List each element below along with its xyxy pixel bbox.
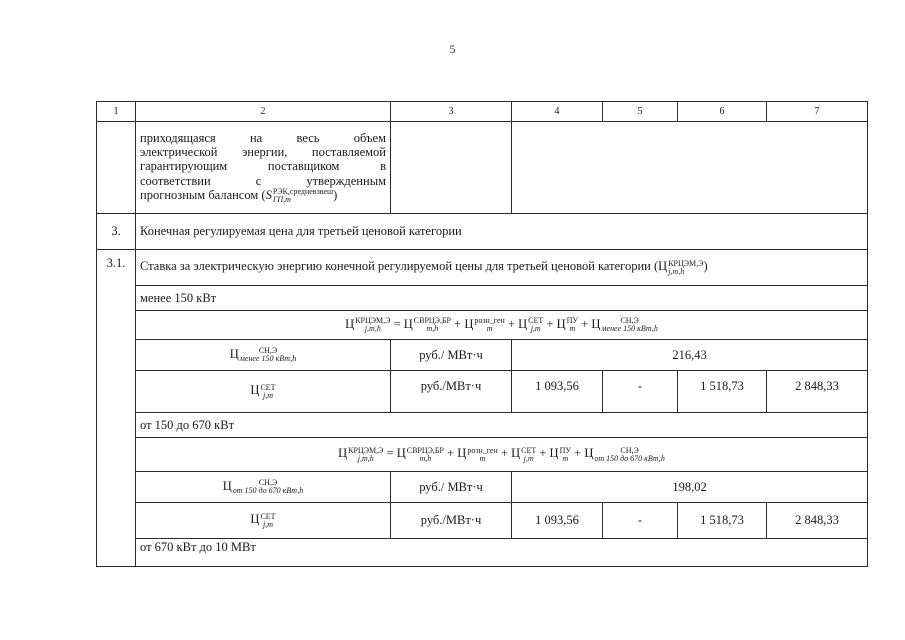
sn-sub: менее 150 кВт,h (239, 354, 297, 364)
group1-label: менее 150 кВт (136, 286, 868, 311)
continued-last-suffix: ) (333, 188, 338, 203)
group2-set-v4: 1 093,56 (512, 503, 603, 539)
set-sup: СЕТ (260, 511, 276, 521)
group2-sn-value: 198,02 (512, 472, 868, 503)
group1-sn-unit: руб./ МВт·ч (391, 340, 512, 371)
formula-lhs-indices (355, 317, 390, 333)
formula-plus: + (539, 446, 547, 461)
header-col-5: 5 (603, 102, 678, 122)
header-col-7: 7 (767, 102, 868, 122)
page-number: 5 (449, 42, 456, 56)
group1-set-v6: 1 518,73 (678, 371, 767, 413)
formula-term4: Ц (556, 316, 566, 331)
continued-line: электрической энергии, поставляемой (140, 145, 386, 160)
set-indices (260, 513, 275, 529)
formula-term3-sup: СЕТ (521, 445, 537, 455)
group1-sn-symbol (136, 340, 391, 371)
section31-title-indices (668, 260, 703, 276)
group2-set-row (97, 503, 868, 539)
group1-set-row (97, 371, 868, 413)
set-symbol: Ц (250, 512, 260, 527)
formula-term5-sup: СН,Э (620, 316, 639, 326)
formula-term2-sup: розн_ген (474, 316, 505, 326)
formula-plus: + (447, 446, 455, 461)
formula-plus: + (574, 446, 582, 461)
formula-term2-sup: розн_ген (467, 445, 498, 455)
group1-set-v4: 1 093,56 (512, 371, 603, 413)
formula-term2-indices (467, 447, 497, 463)
formula-term3-sub: j,m (523, 453, 534, 463)
section31-title-prefix: Ставка за электрическую энергию конечной регулируемой цены для третьей ценовой категории ( (140, 259, 659, 274)
formula-plus: + (546, 316, 554, 331)
group2-formula-row (97, 438, 868, 472)
continued-col3-cell (391, 122, 512, 214)
group2-label: от 150 до 670 кВт (136, 413, 868, 438)
continued-line: соответствии с утвержденным (140, 173, 386, 188)
section31-title (136, 250, 868, 286)
formula-term2: Ц (457, 446, 467, 461)
group2-set-v6: 1 518,73 (678, 503, 767, 539)
formula-term5-sub: от 150 до 670 кВт,h (594, 453, 665, 463)
continued-line: приходящаяся на весь объем (140, 130, 386, 145)
set-sub: j,m (263, 519, 273, 529)
formula-term3: Ц (511, 446, 521, 461)
section31-title-sup: КРЦЭМ,Э (668, 258, 704, 268)
formula-term1-sup: СВРЦЭ,БР (413, 316, 452, 326)
formula-term2-sub: m (486, 324, 493, 334)
group1-sn-value: 216,43 (512, 340, 868, 371)
group2-set-v7: 2 848,33 (767, 503, 868, 539)
formula-lhs-sub: j,m,h (357, 453, 374, 463)
set-sup: СЕТ (260, 382, 276, 392)
group2-set-unit: руб./МВт·ч (391, 503, 512, 539)
sn-symbol: Ц (229, 346, 239, 361)
formula-lhs: Ц (338, 446, 348, 461)
formula-term3-indices (521, 447, 536, 463)
group1-label-row (97, 286, 868, 311)
formula-term4-indices (560, 447, 571, 463)
formula-term4-sup: ПУ (566, 316, 579, 326)
group1-set-v5: - (603, 371, 678, 413)
group2-formula (136, 438, 868, 472)
group1-set-v7: 2 848,33 (767, 371, 868, 413)
section3-row (97, 214, 868, 250)
header-col-1: 1 (97, 102, 136, 122)
formula-term4-sub: m (562, 453, 569, 463)
continued-last-prefix: прогнозным балансом ( (140, 188, 266, 203)
header-row (97, 102, 868, 122)
section31-title-sub: j,m,h (668, 266, 685, 276)
group2-sn-unit: руб./ МВт·ч (391, 472, 512, 503)
group1-set-unit: руб./МВт·ч (391, 371, 512, 413)
balance-symbol-indices (273, 188, 333, 204)
section31-title-symbol: Ц (658, 259, 668, 274)
formula-term5-indices (601, 317, 657, 333)
header-col-4: 4 (512, 102, 603, 122)
formula-term5: Ц (591, 316, 601, 331)
balance-symbol: S (265, 188, 272, 203)
group2-set-v5: - (603, 503, 678, 539)
sn-sup: СН,Э (258, 478, 278, 488)
formula-lhs-sup: КРЦЭМ,Э (348, 445, 384, 455)
group2-sn-row (97, 472, 868, 503)
formula-term3: Ц (518, 316, 528, 331)
formula-term5-sup: СН,Э (620, 445, 639, 455)
formula-lhs-indices (348, 447, 383, 463)
formula-term2: Ц (464, 316, 474, 331)
group1-formula (136, 311, 868, 340)
continued-line: гарантирующим поставщиком в (140, 159, 386, 174)
sn-indices (240, 347, 296, 363)
group3-label-row (97, 539, 868, 567)
continued-last-line (140, 188, 386, 204)
sn-indices (233, 479, 304, 495)
formula-term3-indices (528, 317, 543, 333)
formula-term1-sub: m,h (426, 324, 439, 334)
formula-term4-sup: ПУ (559, 445, 572, 455)
group1-sn-row (97, 340, 868, 371)
formula-term5: Ц (584, 446, 594, 461)
formula-term1-indices (414, 317, 451, 333)
formula-term5-indices (594, 447, 665, 463)
formula-term3-sup: СЕТ (528, 316, 544, 326)
formula-term3-sub: j,m (530, 324, 541, 334)
formula-lhs: Ц (345, 316, 355, 331)
set-indices (260, 384, 275, 400)
formula-term1-sup: СВРЦЭ,БР (406, 445, 444, 455)
group1-set-symbol (136, 371, 391, 413)
set-symbol: Ц (250, 383, 260, 398)
formula-term1: Ц (396, 446, 406, 461)
formula-term4-sub: m (569, 324, 576, 334)
continued-row (97, 122, 868, 214)
continued-text-cell (136, 122, 391, 214)
formula-eq: = (386, 446, 394, 461)
formula-term1-indices (407, 447, 444, 463)
section31-row (97, 250, 868, 286)
group1-formula-row (97, 311, 868, 340)
formula-plus: + (454, 316, 462, 331)
group2-set-symbol (136, 503, 391, 539)
formula-term2-sub: m (479, 453, 486, 463)
set-sub: j,m (263, 390, 273, 400)
balance-symbol-sub: ГП,m (272, 195, 291, 205)
formula-term1-sub: m,h (419, 453, 432, 463)
sn-sub: от 150 до 670 кВт,h (232, 486, 304, 496)
continued-values-cell (512, 122, 868, 214)
formula-plus: + (507, 316, 515, 331)
formula-term2-indices (474, 317, 504, 333)
sn-sup: СН,Э (258, 346, 278, 356)
group2-sn-symbol (136, 472, 391, 503)
formula-eq: = (393, 316, 401, 331)
section3-num: 3. (97, 214, 136, 250)
section31-num: 3.1. (97, 250, 136, 567)
header-col-6: 6 (678, 102, 767, 122)
header-col-2: 2 (136, 102, 391, 122)
formula-term4-indices (567, 317, 578, 333)
formula-term4: Ц (549, 446, 559, 461)
header-col-3: 3 (391, 102, 512, 122)
section31-title-suffix: ) (703, 259, 708, 274)
formula-lhs-sup: КРЦЭМ,Э (355, 316, 391, 326)
balance-symbol-sup: РЭК,средневзвеш (272, 187, 334, 197)
formula-plus: + (500, 446, 508, 461)
section3-title: Конечная регулируемая цена для третьей ценовой категории (136, 214, 868, 250)
sn-symbol: Ц (222, 478, 232, 493)
group2-label-row (97, 413, 868, 438)
continued-num-cell (97, 122, 136, 214)
formula-term1: Ц (403, 316, 413, 331)
formula-plus: + (581, 316, 589, 331)
formula-term5-sub: менее 150 кВт,h (601, 324, 658, 334)
tariff-table (96, 101, 868, 567)
formula-lhs-sub: j,m,h (364, 324, 381, 334)
group3-label: от 670 кВт до 10 МВт (136, 539, 868, 567)
